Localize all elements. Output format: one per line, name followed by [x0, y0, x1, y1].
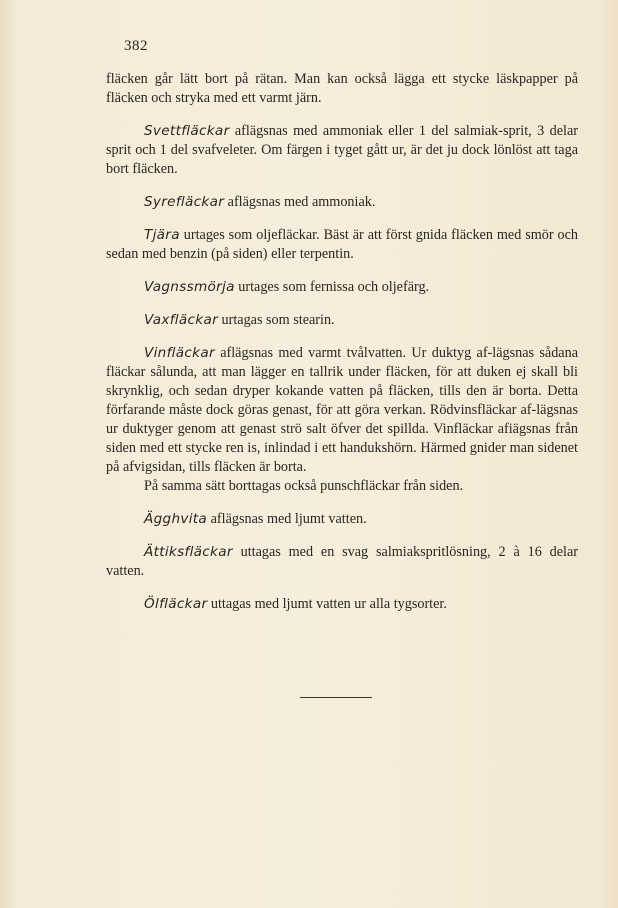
entry-term: Ättiksfläckar: [144, 544, 233, 560]
paragraph-vagnssmorja: [106, 278, 578, 297]
paragraph-text: urtages som oljefläckar. Bäst är att först gnida fläcken med smör och sedan med benzin (på siden) eller terpentin.: [106, 227, 578, 262]
paragraph-text: fläcken går lätt bort på rätan. Man kan också lägga ett stycke läskpapper på fläcken och stryka med ett varmt järn.: [106, 71, 578, 106]
paragraph-text: urtagas som stearin.: [217, 312, 335, 328]
entry-term: Ölfläckar: [144, 596, 208, 612]
entry-term: Ägghvita: [144, 511, 208, 527]
paragraph-text: aflägsnas med ammoniak eller 1 del salmiak-sprit, 3 delar sprit och 1 del svafveleter. Om färgen i tyget gått ur, är det ju dock lönlöst att taga bort fläcken.: [106, 123, 578, 177]
paragraph-punschflackar: [106, 477, 578, 496]
paragraph-text: aflägsnas med ammoniak.: [224, 194, 376, 210]
paragraph-text: uttagas med en svag salmiakspritlösning, 2 à 16 delar vatten.: [106, 544, 578, 579]
paragraph-vaxflackar: [106, 311, 578, 330]
entry-term: Vaxfläckar: [144, 312, 218, 328]
entry-term: Vinfläckar: [144, 345, 215, 361]
paragraph-text: aflägsnas med ljumt vatten.: [207, 511, 367, 527]
paragraph-agghvita: [106, 510, 578, 529]
section-end-rule: [300, 697, 372, 698]
paragraph-text: uttagas med ljumt vatten ur alla tygsorter.: [207, 596, 447, 612]
body-text: [106, 70, 578, 628]
entry-term: Svettfläckar: [144, 123, 230, 139]
entry-term: Syrefläckar: [144, 194, 225, 210]
paragraph-syreflackar: [106, 193, 578, 212]
entry-term: Vagnssmörja: [144, 279, 235, 295]
paragraph-vinflackar: [106, 344, 578, 477]
paragraph-olflackar: [106, 595, 578, 614]
paragraph-attiksflackar: [106, 543, 578, 581]
paragraph-text: urtages som fernissa och oljefärg.: [234, 279, 430, 295]
paragraph-continuation: [106, 70, 578, 108]
entry-term: Tjära: [144, 227, 180, 243]
page-number: 382: [124, 38, 148, 54]
paragraph-svettflackar: [106, 122, 578, 179]
paragraph-text: På samma sätt borttagas också punschfläckar från siden.: [144, 478, 464, 494]
paragraph-tjara: [106, 226, 578, 264]
paragraph-text: aflägsnas med varmt tvålvatten. Ur duktyg af-lägsnas sådana fläckar sålunda, att man lägger en tallrik under fläcken, för att duken ej skall bli skrynklig, och sedan dryper kokande vatten på fläcken, tills den är borta. Detta förfarande måste dock göras genast, för att göra verkan. Rödvinsfläckar af-lägsnas ur duktyger genom att genast strö salt öfver det spillda. Vinfläckar afiägsnas från siden med ett stycke ren is, inlindad i ett handukshörn. Härmed gnider man sidenet på afvigsidan, tills fläcken är borta.: [106, 345, 578, 475]
